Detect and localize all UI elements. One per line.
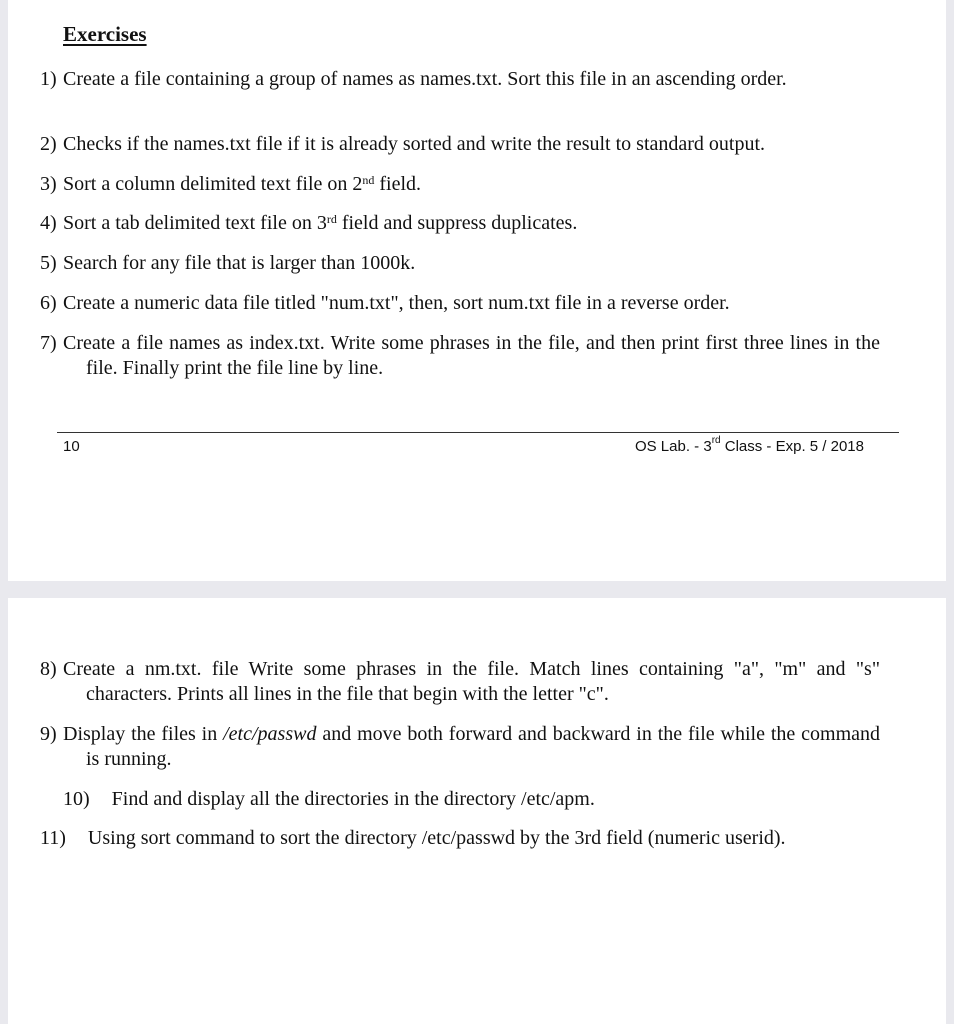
exercise-4: 4) Sort a tab delimited text file on 3rd field and suppress duplicates. xyxy=(40,212,578,234)
exercises-heading: Exercises xyxy=(63,22,147,46)
exercise-7: 7) Create a file names as index.txt. Write some phrases in the file, and then print first three lines in the file. Finally print the file line by line. xyxy=(40,332,880,379)
exercise-text-end: and move both forward and backward in the file while the command is running. xyxy=(86,723,881,770)
exercise-number: 11) xyxy=(40,827,66,849)
page-number: 10 xyxy=(63,438,80,455)
exercise-text: Find and display all the directories in the directory /etc/apm. xyxy=(111,788,595,810)
exercise-text: Sort a column delimited text file on 2 xyxy=(63,173,363,195)
superscript: rd xyxy=(711,435,721,446)
exercise-3: 3) Sort a column delimited text file on 2nd field. xyxy=(40,173,422,195)
exercise-1: 1) Create a file containing a group of names as names.txt. Sort this file in an ascending order. xyxy=(40,68,787,90)
exercise-number: 10) xyxy=(63,788,90,810)
exercise-8: 8) Create a nm.txt. file Write some phrases in the file. Match lines containing "a", "m" and "s" characters. Prints all lines in the file that begin with the letter "c". xyxy=(40,658,880,705)
exercise-text: Search for any file that is larger than 1000k. xyxy=(63,252,416,274)
course-text-end: Class - Exp. 5 / 2018 xyxy=(720,438,864,455)
superscript: rd xyxy=(326,212,337,226)
exercise-text-end: field and suppress duplicates. xyxy=(336,212,578,234)
document-page-top xyxy=(8,0,946,581)
document-page-bottom xyxy=(8,598,946,1024)
exercise-5: 5) Search for any file that is larger than 1000k. xyxy=(40,252,416,274)
exercise-11 xyxy=(40,826,880,851)
path-italic: /etc/passwd xyxy=(223,723,317,745)
course-footer xyxy=(634,435,864,455)
exercise-text: Create a nm.txt. file Write some phrases in the file. Match lines containing "a", "m" and "s" characters. Prints all lines in the file that begin with the letter "c". xyxy=(63,658,880,705)
footer-divider xyxy=(57,432,899,433)
exercise-text: Checks if the names.txt file if it is already sorted and write the result to standard output. xyxy=(63,133,766,155)
exercise-10 xyxy=(63,787,880,812)
superscript: nd xyxy=(362,173,375,187)
exercise-9: 9) Display the files in /etc/passwd and move both forward and backward in the file while the command is running. xyxy=(40,723,881,770)
exercise-text: Sort a tab delimited text file on 3 xyxy=(63,212,327,234)
exercise-2: 2) Checks if the names.txt file if it is already sorted and write the result to standard output. xyxy=(40,133,766,155)
exercise-text: Create a numeric data file titled "num.txt", then, sort num.txt file in a reverse order. xyxy=(63,292,730,314)
exercise-text: Using sort command to sort the directory /etc/passwd by the 3rd field (numeric userid). xyxy=(87,827,786,849)
course-text: OS Lab. - 3 xyxy=(634,438,712,455)
exercise-text: Create a file containing a group of names as names.txt. Sort this file in an ascending order. xyxy=(63,68,787,90)
exercise-text: Display the files in xyxy=(63,723,224,745)
exercise-text-end: field. xyxy=(374,173,422,195)
exercise-text: Create a file names as index.txt. Write some phrases in the file, and then print first three lines in the file. Finally print the file line by line. xyxy=(63,332,880,379)
exercise-6: 6) Create a numeric data file titled "num.txt", then, sort num.txt file in a reverse order. xyxy=(40,292,730,314)
